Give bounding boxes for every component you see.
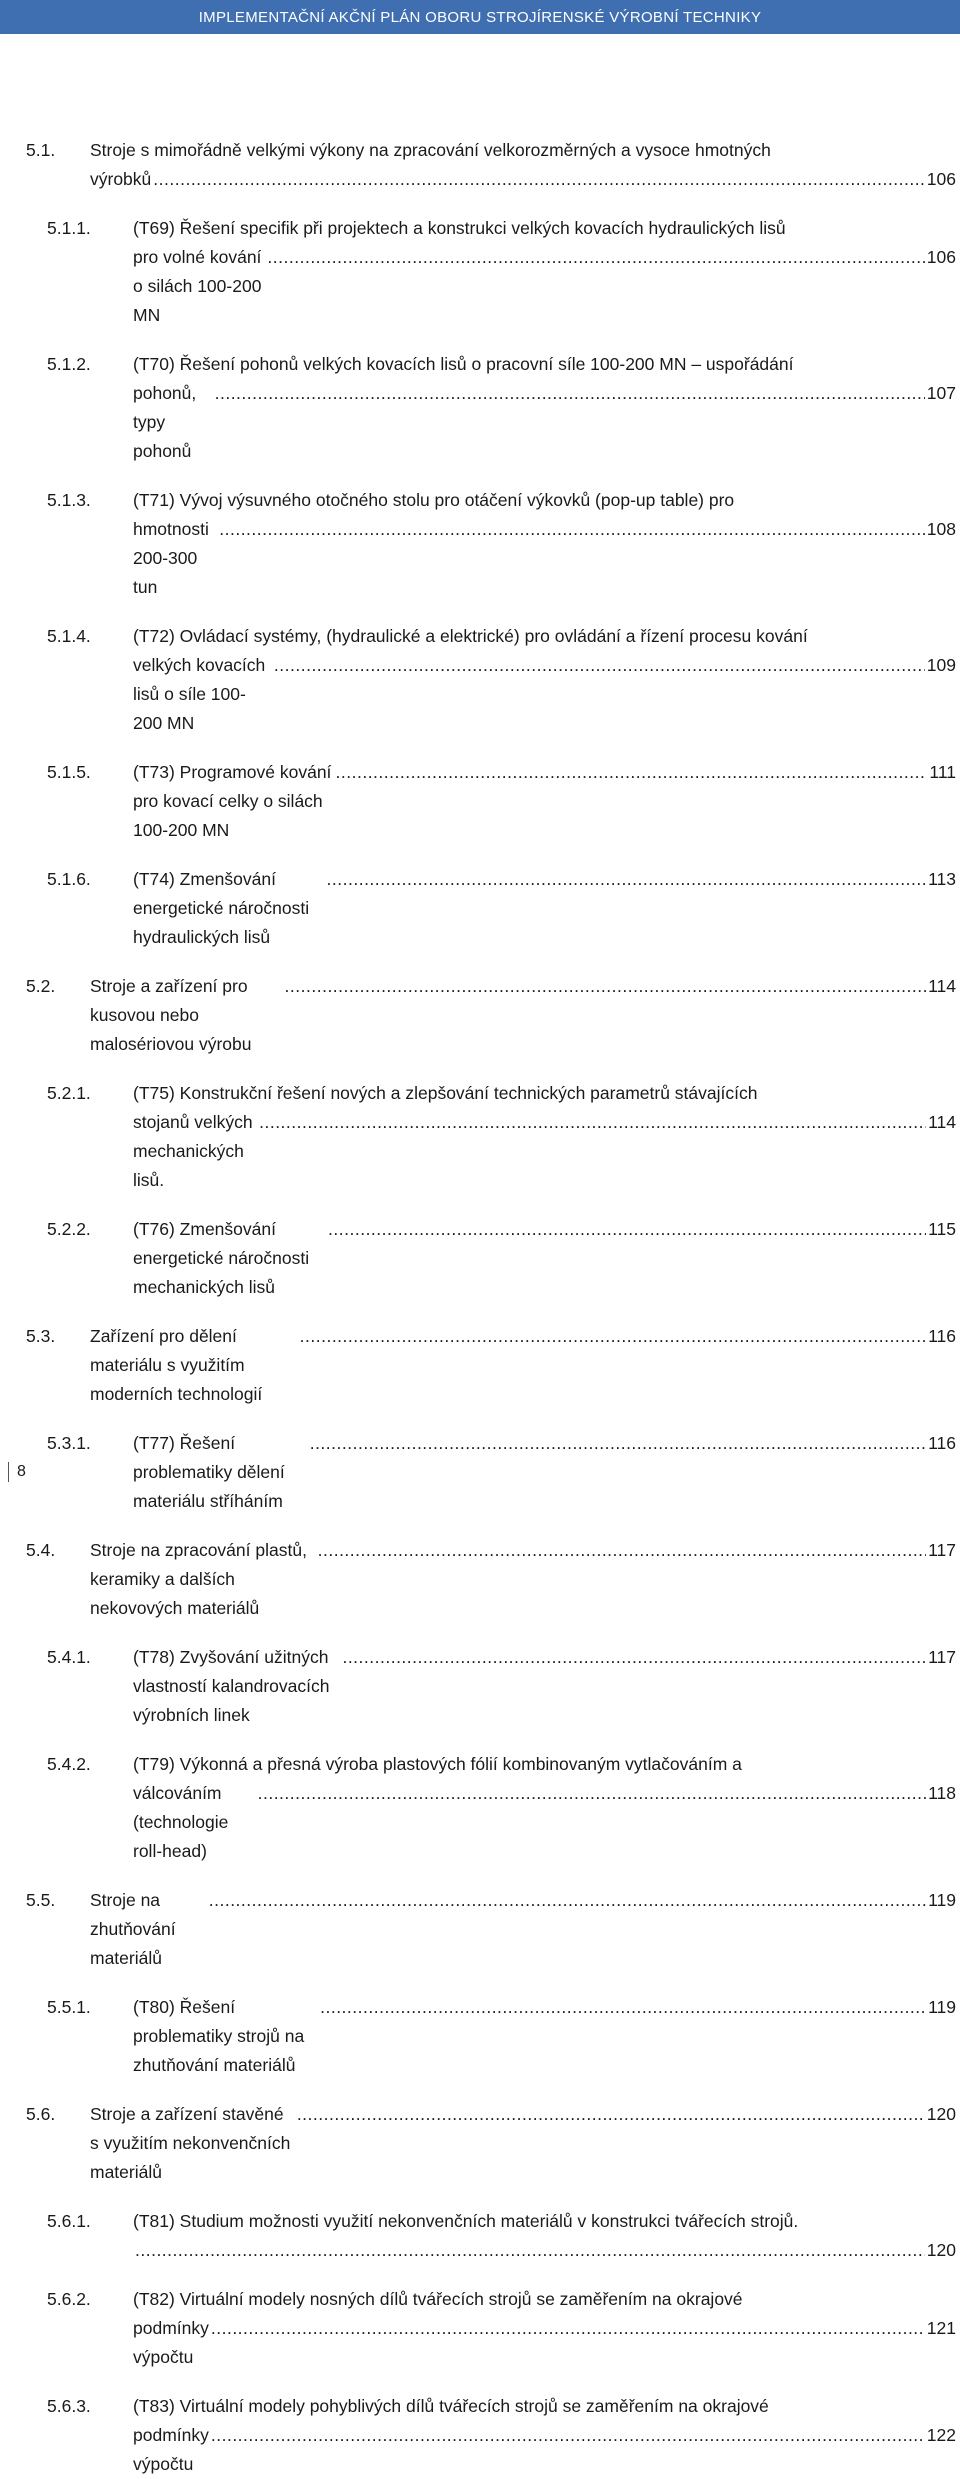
toc-entry-title-end: (T76) Zmenšování energetické náročnosti mechanických lisů (133, 1219, 310, 1297)
toc-entry[interactable] (26, 1215, 956, 1302)
toc-entry-title: (T70) Řešení pohonů velkých kovacích lisů o pracovní síle 100-200 MN – uspořádání (133, 354, 794, 374)
toc-entry[interactable] (26, 2207, 956, 2265)
toc-entry-title-end: Stroje na zhutňování materiálů (90, 1890, 176, 1968)
toc-entry-title-end: (T78) Zvyšování užitných vlastností kalandrovacích výrobních linek (133, 1647, 330, 1725)
toc-entry-title-end: hmotnosti 200-300 tun (133, 519, 209, 597)
toc-entry-page: 111 (929, 762, 956, 782)
toc-entry-title-end: (T73) Programové kování pro kovací celky o silách 100-200 MN (133, 762, 332, 840)
toc-entry-title: (T69) Řešení specifik při projektech a konstrukci velkých kovacích hydraulických lisů (133, 218, 786, 238)
toc-entry-title-end: (T77) Řešení problematiky dělení materiálu stříháním (133, 1433, 285, 1511)
toc-entry-number: 5.1.2. (47, 354, 91, 374)
toc-entry-title: (T81) Studium možnosti využití nekonvenčních materiálů v konstrukci tvářecích strojů. (133, 2211, 799, 2231)
page-number: 8 (17, 1463, 26, 1480)
toc-entry-title: Stroje s mimořádně velkými výkony na zpracování velkorozměrných a vysoce hmotných (90, 140, 771, 160)
toc-entry-number: 5.6.3. (47, 2396, 91, 2416)
toc-entry-number: 5.2.2. (47, 1219, 91, 1239)
toc-entry-title-end: Stroje a zařízení pro kusovou nebo malosériovou výrobu (90, 976, 252, 1054)
toc-entry-title-end: Stroje na zpracování plastů, keramiky a dalších nekovových materiálů (90, 1540, 307, 1618)
toc-entry[interactable] (26, 622, 956, 738)
dot-leader (135, 2236, 925, 2265)
toc-entry-title-end: pohonů, typy pohonů (133, 383, 197, 461)
dot-leader (328, 1215, 926, 1244)
toc-entry-title-end: (T80) Řešení problematiky strojů na zhutňování materiálů (133, 1997, 305, 2075)
toc-entry-page: 109 (926, 655, 956, 675)
dot-leader (267, 243, 924, 272)
toc-entry-page: 120 (926, 2104, 956, 2124)
toc-entry-title-end: pro volné kování o silách 100-200 MN (133, 247, 262, 325)
toc-entry-number: 5.4. (26, 1540, 56, 1560)
dot-leader (209, 1886, 926, 1915)
toc-entry[interactable] (26, 136, 956, 194)
dot-leader (310, 1429, 926, 1458)
toc-entry[interactable] (26, 1886, 956, 1973)
dot-leader (211, 2421, 925, 2450)
dot-leader (342, 1643, 926, 1672)
toc-entry-number: 5.6. (26, 2104, 56, 2124)
toc-entry-title-end: (T74) Zmenšování energetické náročnosti hydraulických lisů (133, 869, 310, 947)
toc-entry-title-end: velkých kovacích lisů o síle 100-200 MN (133, 655, 266, 733)
toc-entry-number: 5.6.1. (47, 2211, 91, 2231)
toc-entry[interactable] (26, 865, 956, 952)
dot-leader (336, 758, 928, 787)
toc-entry-number: 5.3.1. (47, 1433, 91, 1453)
toc-entry[interactable] (26, 2100, 956, 2187)
toc-entry-number: 5.5. (26, 1890, 56, 1910)
header-title: IMPLEMENTAČNÍ AKČNÍ PLÁN OBORU STROJÍRENSKÉ VÝROBNÍ TECHNIKY (198, 8, 762, 26)
toc-entry-page: 113 (928, 869, 956, 889)
toc-entry-page: 122 (926, 2425, 956, 2445)
toc-entry[interactable] (26, 1079, 956, 1195)
toc-entry-title-end: podmínky výpočtu (133, 2425, 209, 2474)
dot-leader (215, 379, 925, 408)
toc-entry-number: 5.1.4. (47, 626, 91, 646)
dot-leader (300, 1322, 926, 1351)
toc-entry-number: 5.6.2. (47, 2289, 91, 2309)
dot-leader (274, 651, 925, 680)
toc-entry[interactable] (26, 1750, 956, 1866)
toc-entry-number: 5.1.1. (47, 218, 91, 238)
toc-entry-title: (T83) Virtuální modely pohyblivých dílů tvářecích strojů se zaměřením na okrajové (133, 2396, 769, 2416)
toc-entry[interactable] (26, 350, 956, 466)
toc-entry-page: 120 (926, 2240, 956, 2260)
running-header (0, 0, 960, 34)
toc-entry-title: (T71) Vývoj výsuvného otočného stolu pro otáčení výkovků (pop-up table) pro (133, 490, 735, 510)
toc-entry-title: (T79) Výkonná a přesná výroba plastových fólií kombinovaným vytlačováním a (133, 1754, 742, 1774)
toc-entry[interactable] (26, 972, 956, 1059)
footer-divider (8, 1462, 9, 1482)
toc-entry-number: 5.1.3. (47, 490, 91, 510)
toc-entry-page: 114 (928, 976, 956, 996)
toc-entry-number: 5.4.1. (47, 1647, 91, 1667)
toc-entry-page: 121 (926, 2318, 956, 2338)
toc-entry[interactable] (26, 1993, 956, 2080)
toc-entry-page: 106 (926, 247, 956, 267)
toc-entry-page: 118 (928, 1783, 956, 1803)
toc-entry-number: 5.2. (26, 976, 56, 996)
toc-entry[interactable] (26, 2392, 956, 2479)
toc-entry-title-end: podmínky výpočtu (133, 2318, 209, 2367)
toc-entry[interactable] (26, 1643, 956, 1730)
toc-entry-title-end: stojanů velkých mechanických lisů. (133, 1112, 253, 1190)
toc-entry-number: 5.1.6. (47, 869, 91, 889)
toc-entry-page: 119 (928, 1997, 956, 2017)
toc-entry[interactable] (26, 214, 956, 330)
toc-entry-page: 116 (928, 1326, 956, 1346)
toc-entry-page: 117 (928, 1647, 956, 1667)
toc-entry-number: 5.4.2. (47, 1754, 91, 1774)
toc-entry-title-end: Zařízení pro dělení materiálu s využitím moderních technologií (90, 1326, 263, 1404)
toc-entry-title: (T82) Virtuální modely nosných dílů tvářecích strojů se zaměřením na okrajové (133, 2289, 743, 2309)
toc-entry[interactable] (26, 486, 956, 602)
toc-entry-page: 106 (926, 169, 956, 189)
toc-entry-page: 117 (928, 1540, 956, 1560)
page-footer (0, 1462, 26, 1482)
dot-leader (211, 2314, 925, 2343)
dot-leader (219, 515, 925, 544)
toc-entry-page: 115 (928, 1219, 956, 1239)
dot-leader (259, 1108, 926, 1137)
toc-entry-page: 119 (928, 1890, 956, 1910)
toc-entry-number: 5.1.5. (47, 762, 91, 782)
toc-entry-page: 116 (928, 1433, 956, 1453)
toc-entry-number: 5.2.1. (47, 1083, 91, 1103)
dot-leader (320, 1993, 926, 2022)
toc-entry-page: 107 (926, 383, 956, 403)
toc-entry-title: (T75) Konstrukční řešení nových a zlepšování technických parametrů stávajících (133, 1083, 758, 1103)
toc-entry[interactable] (26, 2285, 956, 2372)
toc-entry[interactable] (26, 1429, 956, 1516)
dot-leader (297, 2100, 925, 2129)
dot-leader (318, 1536, 926, 1565)
toc-entry[interactable] (26, 1322, 956, 1409)
toc-entry-page: 114 (928, 1112, 956, 1132)
dot-leader (258, 1779, 926, 1808)
dot-leader (327, 865, 927, 894)
toc-entry-title-end: Stroje a zařízení stavěné s využitím nekonvenčních materiálů (90, 2104, 291, 2182)
toc-entry[interactable] (26, 1536, 956, 1623)
dot-leader (285, 972, 927, 1001)
toc-entry-number: 5.5.1. (47, 1997, 91, 2017)
dot-leader (153, 165, 925, 194)
toc-entry-page: 108 (926, 519, 956, 539)
toc-entry[interactable] (26, 758, 956, 845)
toc-entry-number: 5.3. (26, 1326, 56, 1346)
toc-entry-number: 5.1. (26, 140, 56, 160)
toc-entry-title-end: válcováním (technologie roll-head) (133, 1783, 229, 1861)
toc-entry-title-end: výrobků (90, 169, 152, 189)
toc-entry-title: (T72) Ovládací systémy, (hydraulické a elektrické) pro ovládání a řízení procesu kování (133, 626, 808, 646)
table-of-contents (26, 136, 956, 2479)
